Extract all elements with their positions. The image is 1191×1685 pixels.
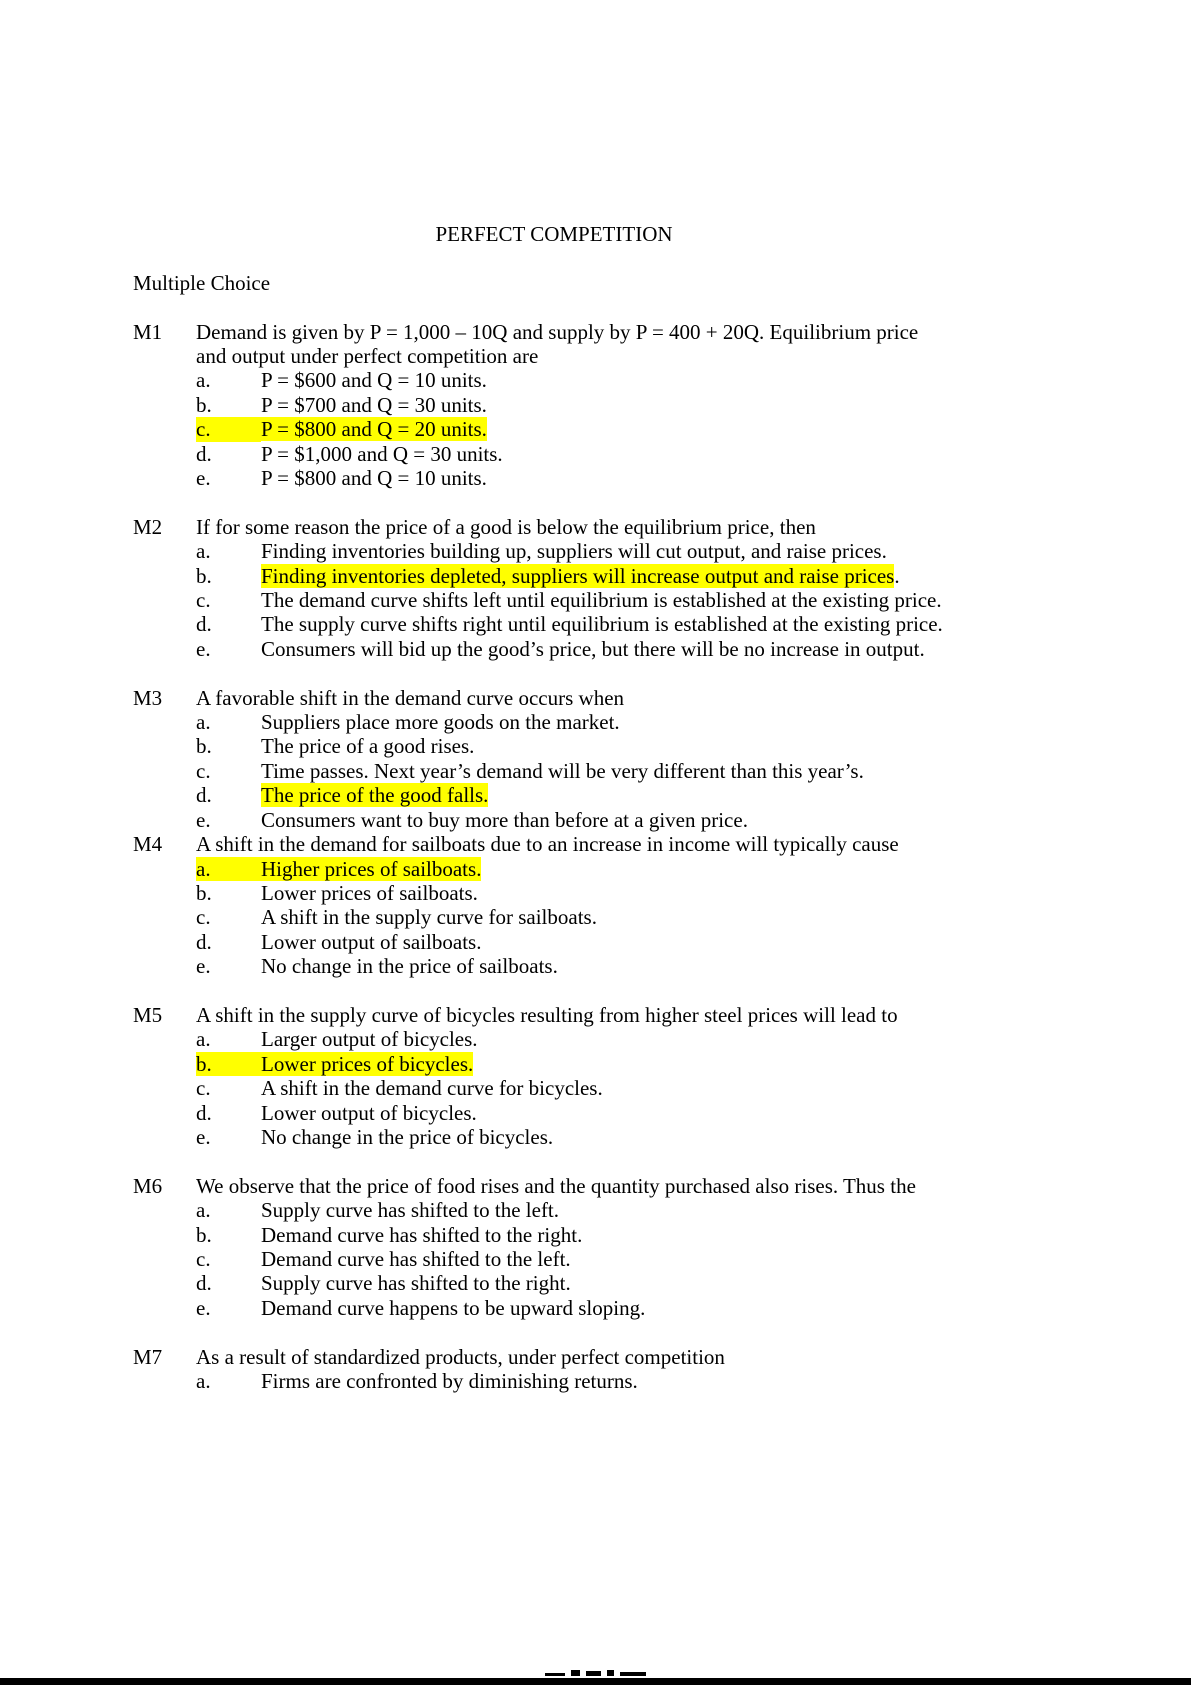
option-label: b. [196,1222,212,1247]
option-text-value: Larger output of bicycles. [261,1027,478,1052]
option-text-value: Suppliers place more goods on the market. [261,710,620,735]
option-text [261,930,481,954]
option-text-value: Lower prices of sailboats. [261,880,478,905]
option-text-value: Demand curve has shifted to the left. [261,1246,571,1271]
option-row-M5-d [196,1101,975,1125]
option-text-value: The demand curve shifts left until equilibrium is established at the existing price. [261,588,942,613]
question-text [196,1345,975,1369]
option-label: d. [196,783,212,808]
option-label: d. [196,441,212,466]
option-text [261,759,864,783]
option-label: c. [196,1246,211,1271]
question-text-line: We observe that the price of food rises and the quantity purchased also rises. Thus the [196,1173,916,1198]
option-text [261,857,481,881]
question-M7 [133,1345,975,1394]
question-number: M2 [133,514,163,539]
option-text-value: Demand curve happens to be upward sloping. [261,1295,646,1320]
option-text [261,1296,645,1320]
option-text-value: Time passes. Next year’s demand will be very different than this year’s. [261,758,864,783]
option-text [261,539,887,563]
option-text [261,905,597,929]
option-row-M1-b [196,393,975,417]
option-label: e. [196,807,211,832]
question-list [133,320,975,1394]
highlighted-answer: Finding inventories depleted, suppliers will increase output and raise prices [261,563,895,588]
option-text [261,466,487,490]
option-label: b. [196,392,212,417]
option-text [261,368,487,392]
option-text [261,1027,478,1051]
option-text [261,1271,571,1295]
option-row-M7-a [196,1369,975,1393]
option-row-M3-c [196,759,975,783]
option-label: a. [196,1027,211,1052]
option-text [261,1369,638,1393]
option-row-M2-a [196,539,975,563]
option-text-value: No change in the price of sailboats. [261,954,558,979]
option-text-value: P = $1,000 and Q = 30 units. [261,441,503,466]
question-text-line: If for some reason the price of a good is below the equilibrium price, then [196,514,816,539]
document-title: PERFECT COMPETITION [435,222,673,246]
question-number: M4 [133,832,163,857]
option-text [261,710,620,734]
highlighted-answer: Higher prices of sailboats. [261,856,482,881]
highlighted-answer: The price of the good falls. [261,783,489,808]
question-number: M6 [133,1173,163,1198]
option-label: c. [196,905,211,930]
option-label: a. [196,368,211,393]
option-text [261,564,900,588]
question-M4 [133,832,975,978]
question-M3 [133,686,975,832]
question-text [196,1003,975,1027]
option-text [261,1125,553,1149]
question-text [196,686,975,710]
question-header [133,1174,975,1198]
section-heading: Multiple Choice [133,270,271,295]
question-text [196,320,975,369]
option-text [261,783,488,807]
option-text [261,417,487,441]
option-row-M4-d [196,930,975,954]
option-row-M4-e [196,954,975,978]
option-label: e. [196,954,211,979]
question-text-line: Demand is given by P = 1,000 – 10Q and supply by P = 400 + 20Q. Equilibrium price [196,319,919,344]
option-label: b. [196,563,212,588]
option-row-M1-e [196,466,975,490]
question-header [133,1003,975,1027]
option-text-suffix: . [894,563,900,588]
option-row-M2-c [196,588,975,612]
option-label: a. [196,1368,211,1393]
option-row-M6-e [196,1296,975,1320]
option-row-M4-a [196,857,975,881]
question-number: M7 [133,1344,163,1369]
option-row-M1-a [196,368,975,392]
option-label: a. [196,539,211,564]
option-text-value: Lower output of sailboats. [261,929,482,954]
question-number: M5 [133,1002,163,1027]
question-number: M1 [133,319,163,344]
question-M1 [133,320,975,491]
option-label: d. [196,929,212,954]
option-text-value: Consumers will bid up the good’s price, but there will be no increase in output. [261,636,925,661]
option-row-M6-b [196,1223,975,1247]
option-row-M3-d [196,783,975,807]
option-text [261,1052,473,1076]
option-label: c. [196,417,261,441]
option-text [261,588,942,612]
question-text-line: As a result of standardized products, under perfect competition [196,1344,725,1369]
option-text-value: A shift in the demand curve for bicycles. [261,1076,603,1101]
question-text-line: A shift in the demand for sailboats due to an increase in income will typically cause [196,832,899,857]
option-row-M5-e [196,1125,975,1149]
question-text [196,832,975,856]
option-row-M6-d [196,1271,975,1295]
question-M2 [133,515,975,661]
option-text-value: P = $800 and Q = 10 units. [261,466,487,491]
option-row-M5-c [196,1076,975,1100]
option-label: a. [196,857,261,881]
option-label: c. [196,758,211,783]
question-header [133,320,975,369]
option-text-value: Demand curve has shifted to the right. [261,1222,583,1247]
option-row-M5-b [196,1052,975,1076]
option-text-value: Supply curve has shifted to the right. [261,1271,571,1296]
option-label: a. [196,1198,211,1223]
option-row-M1-c [196,417,975,441]
option-text [261,881,478,905]
option-text-value: Lower output of bicycles. [261,1100,477,1125]
option-row-M5-a [196,1027,975,1051]
option-text [261,637,925,661]
option-text [261,734,474,758]
question-text [196,1174,975,1198]
option-text [261,808,748,832]
option-label: b. [196,1052,261,1076]
footer-artifact [545,1668,646,1676]
highlighted-answer: Lower prices of bicycles. [261,1051,474,1076]
option-row-M3-a [196,710,975,734]
option-text [261,442,503,466]
option-row-M6-c [196,1247,975,1271]
question-text [196,515,975,539]
option-row-M2-e [196,637,975,661]
option-text-value: Firms are confronted by diminishing returns. [261,1368,638,1393]
question-text-line: A favorable shift in the demand curve occurs when [196,685,625,710]
question-number: M3 [133,685,163,710]
option-text-value: P = $600 and Q = 10 units. [261,368,487,393]
option-text [261,1198,559,1222]
option-text-value: P = $700 and Q = 30 units. [261,392,487,417]
question-header [133,832,975,856]
option-label: a. [196,710,211,735]
option-text-value: Supply curve has shifted to the left. [261,1198,560,1223]
option-text [261,612,943,636]
question-text-line: and output under perfect competition are [196,344,539,368]
option-row-M2-d [196,612,975,636]
option-text-value: No change in the price of bicycles. [261,1124,554,1149]
option-label: e. [196,1124,211,1149]
option-text-value: A shift in the supply curve for sailboats. [261,905,597,930]
option-row-M1-d [196,442,975,466]
question-M6 [133,1174,975,1320]
option-label: b. [196,734,212,759]
option-row-M6-a [196,1198,975,1222]
option-text [261,1101,477,1125]
option-label: c. [196,1076,211,1101]
option-text [261,1223,582,1247]
option-label: d. [196,1100,212,1125]
option-row-M3-e [196,808,975,832]
option-label: e. [196,636,211,661]
option-text [261,954,558,978]
option-text [261,1076,603,1100]
option-label: e. [196,1295,211,1320]
option-row-M2-b [196,564,975,588]
option-text-value: The supply curve shifts right until equilibrium is established at the existing price. [261,612,943,637]
option-label: e. [196,466,211,491]
question-header [133,515,975,539]
question-text-line: A shift in the supply curve of bicycles resulting from higher steel prices will lead to [196,1002,898,1027]
option-row-M4-b [196,881,975,905]
option-text [261,1247,571,1271]
option-label: d. [196,612,212,637]
option-label: b. [196,880,212,905]
question-header [133,686,975,710]
option-row-M4-c [196,905,975,929]
option-text-value: Consumers want to buy more than before at a given price. [261,807,748,832]
highlighted-answer: P = $800 and Q = 20 units. [261,417,487,442]
page-bottom-bar [0,1678,1191,1685]
question-M5 [133,1003,975,1149]
question-header [133,1345,975,1369]
option-label: c. [196,588,211,613]
option-label: d. [196,1271,212,1296]
option-text [261,393,487,417]
option-row-M3-b [196,734,975,758]
option-text-value: Finding inventories building up, suppliers will cut output, and raise prices. [261,539,887,564]
option-text-value: The price of a good rises. [261,734,475,759]
